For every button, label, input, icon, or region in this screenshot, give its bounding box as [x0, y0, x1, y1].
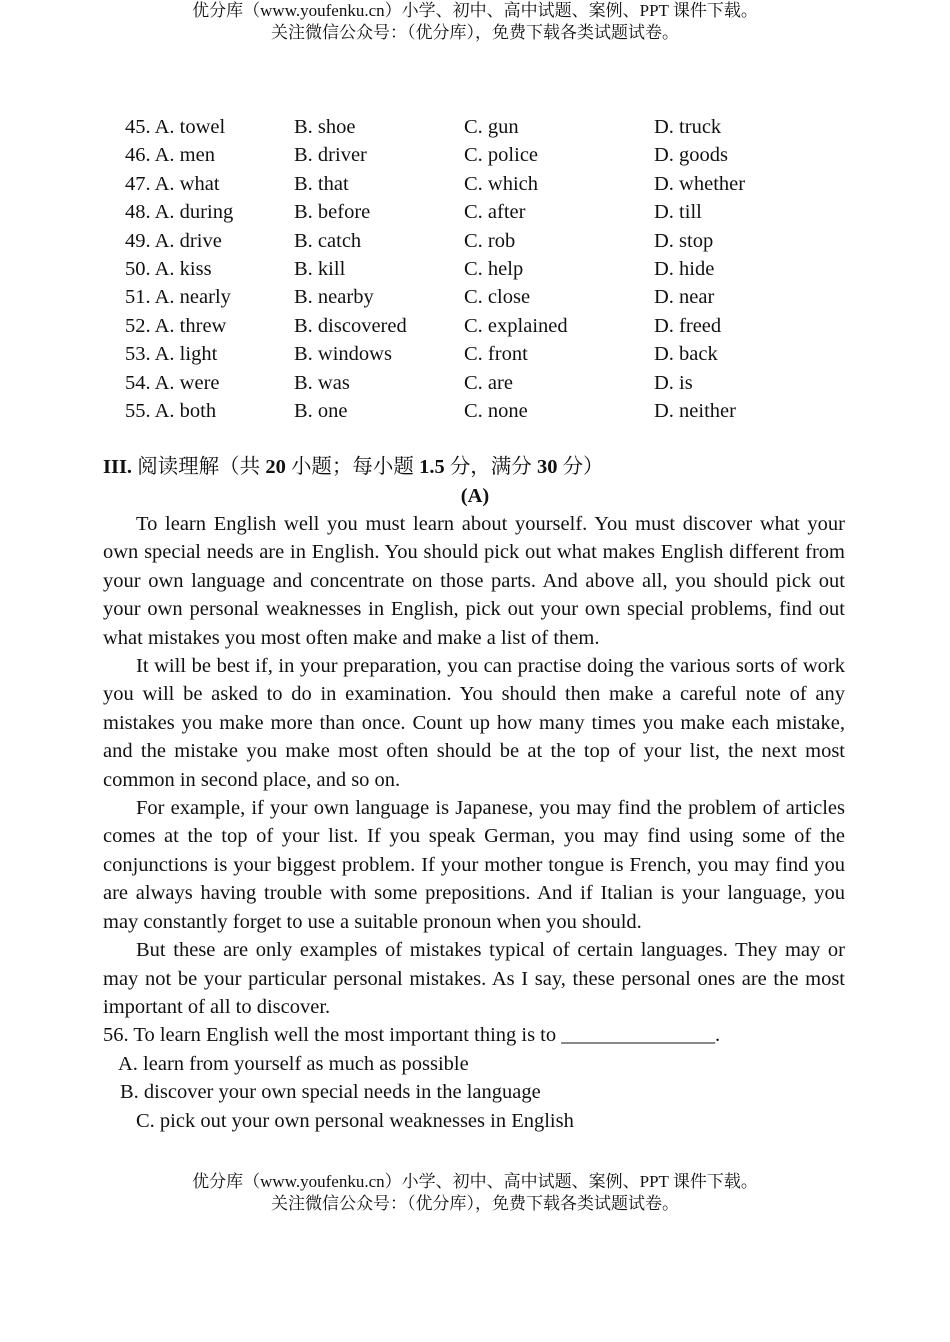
option-b: B. was: [294, 371, 350, 394]
option-b: B. discovered: [294, 314, 407, 337]
option-row: [125, 283, 845, 311]
header-line-1: 优分库（www.youfenku.cn）小学、初中、高中试题、案例、PPT 课件下载。: [192, 1, 758, 20]
section-text-3: 分，满分: [444, 456, 537, 478]
option-b: B. shoe: [294, 116, 356, 138]
option-d: D. till: [654, 201, 702, 224]
option-row: [125, 369, 845, 397]
option-row: [125, 141, 845, 169]
page-header: [0, 0, 950, 44]
question-56-option-c: C. pick out your own personal weaknesses in English: [136, 1109, 574, 1132]
section-count: 20: [265, 456, 286, 478]
option-c: C. which: [464, 172, 539, 195]
option-b: B. driver: [294, 144, 367, 167]
section-heading: [103, 453, 604, 481]
option-c: C. close: [464, 286, 531, 309]
option-a: 51. A. nearly: [125, 286, 231, 309]
footer-line-2: 关注微信公众号：（优分库），免费下载各类试题试卷。: [271, 1194, 679, 1213]
option-d: D. stop: [654, 229, 714, 252]
option-b: B. nearby: [294, 286, 374, 309]
question-56-option-a: A. learn from yourself as much as possible: [118, 1052, 469, 1075]
option-b: B. catch: [294, 229, 362, 252]
option-b: B. that: [294, 172, 349, 195]
option-d: D. back: [654, 343, 718, 366]
option-a: 50. A. kiss: [125, 257, 212, 280]
option-d: D. is: [654, 371, 693, 394]
option-a: 52. A. threw: [125, 314, 227, 337]
option-a: 55. A. both: [125, 399, 217, 422]
option-c: C. help: [464, 257, 524, 280]
section-points-each: 1.5: [419, 456, 445, 478]
passage-paragraph: But these are only examples of mistakes typical of certain languages. They may or may not be your particular personal mistakes. As I say, these personal ones are the most important of all to discover.: [103, 939, 845, 1018]
question-56-stem: 56. To learn English well the most important thing is to _______________.: [103, 1024, 721, 1047]
option-a: 46. A. men: [125, 144, 215, 167]
option-row: [125, 312, 845, 340]
section-text-2: 小题；每小题: [285, 456, 420, 478]
footer-line-1: 优分库（www.youfenku.cn）小学、初中、高中试题、案例、PPT 课件下载。: [192, 1172, 758, 1191]
question-56-option-b: B. discover your own special needs in the language: [120, 1081, 541, 1104]
option-a: 48. A. during: [125, 201, 234, 224]
section-total: 30: [536, 456, 558, 478]
option-row: [125, 340, 845, 368]
option-a: 53. A. light: [125, 343, 218, 366]
option-b: B. kill: [294, 257, 346, 280]
reading-passage: [103, 510, 845, 1135]
option-a: 45. A. towel: [125, 116, 226, 138]
page-footer: [0, 1171, 950, 1215]
option-b: B. before: [294, 201, 371, 224]
option-d: D. freed: [654, 314, 722, 337]
option-row: [125, 255, 845, 283]
option-a: 54. A. were: [125, 371, 220, 394]
option-c: C. are: [464, 371, 513, 394]
option-d: D. hide: [654, 257, 715, 280]
passage-paragraph: To learn English well you must learn about yourself. You must discover what your own special needs are in English. You should pick out what makes English different from your own language and concentrate on those parts. And above all, you should pick out your own personal weaknesses in English, pick out your own special problems, find out what mistakes you most often make and make a list of them.: [103, 513, 845, 649]
option-d: D. goods: [654, 144, 729, 167]
option-d: D. near: [654, 286, 715, 309]
passage-paragraph: It will be best if, in your preparation, you can practise doing the various sorts of work you will be asked to do in examination. You should then make a careful note of any mistakes you make more than once. Count up how many times you make each mistake, and the mistake you make most often should be at the top of your list, the next most common in second place, and so on.: [103, 655, 845, 791]
option-d: D. neither: [654, 399, 736, 422]
option-c: C. explained: [464, 314, 568, 337]
header-line-2: 关注微信公众号：（优分库），免费下载各类试题试卷。: [271, 23, 679, 42]
section-text-1: 阅读理解（共: [132, 456, 266, 478]
passage-title: (A): [460, 485, 490, 507]
option-d: D. truck: [654, 116, 722, 138]
option-d: D. whether: [654, 172, 746, 195]
option-row: [125, 227, 845, 255]
option-a: 47. A. what: [125, 172, 220, 195]
passage-paragraph: For example, if your own language is Japanese, you may find the problem of articles comes at the top of your list. If you speak German, you may find using some of the conjunctions is your biggest problem. If your mother tongue is French, you may find you are always having trouble with some prepositions. And if Italian is your language, you may constantly forget to use a suitable pronoun when you should.: [103, 797, 845, 933]
section-text-4: 分）: [557, 456, 604, 478]
option-row: [125, 397, 845, 425]
section-roman: III.: [103, 456, 133, 478]
option-row: [125, 198, 845, 226]
option-c: C. police: [464, 144, 539, 167]
option-c: C. front: [464, 343, 528, 366]
option-b: B. one: [294, 399, 348, 422]
option-c: C. gun: [464, 116, 519, 138]
option-c: C. rob: [464, 229, 516, 252]
option-row: [125, 170, 845, 198]
option-b: B. windows: [294, 343, 392, 366]
option-c: C. none: [464, 399, 528, 422]
option-row: [125, 113, 845, 141]
cloze-options-list: [125, 113, 845, 425]
option-a: 49. A. drive: [125, 229, 222, 252]
option-c: C. after: [464, 201, 526, 224]
